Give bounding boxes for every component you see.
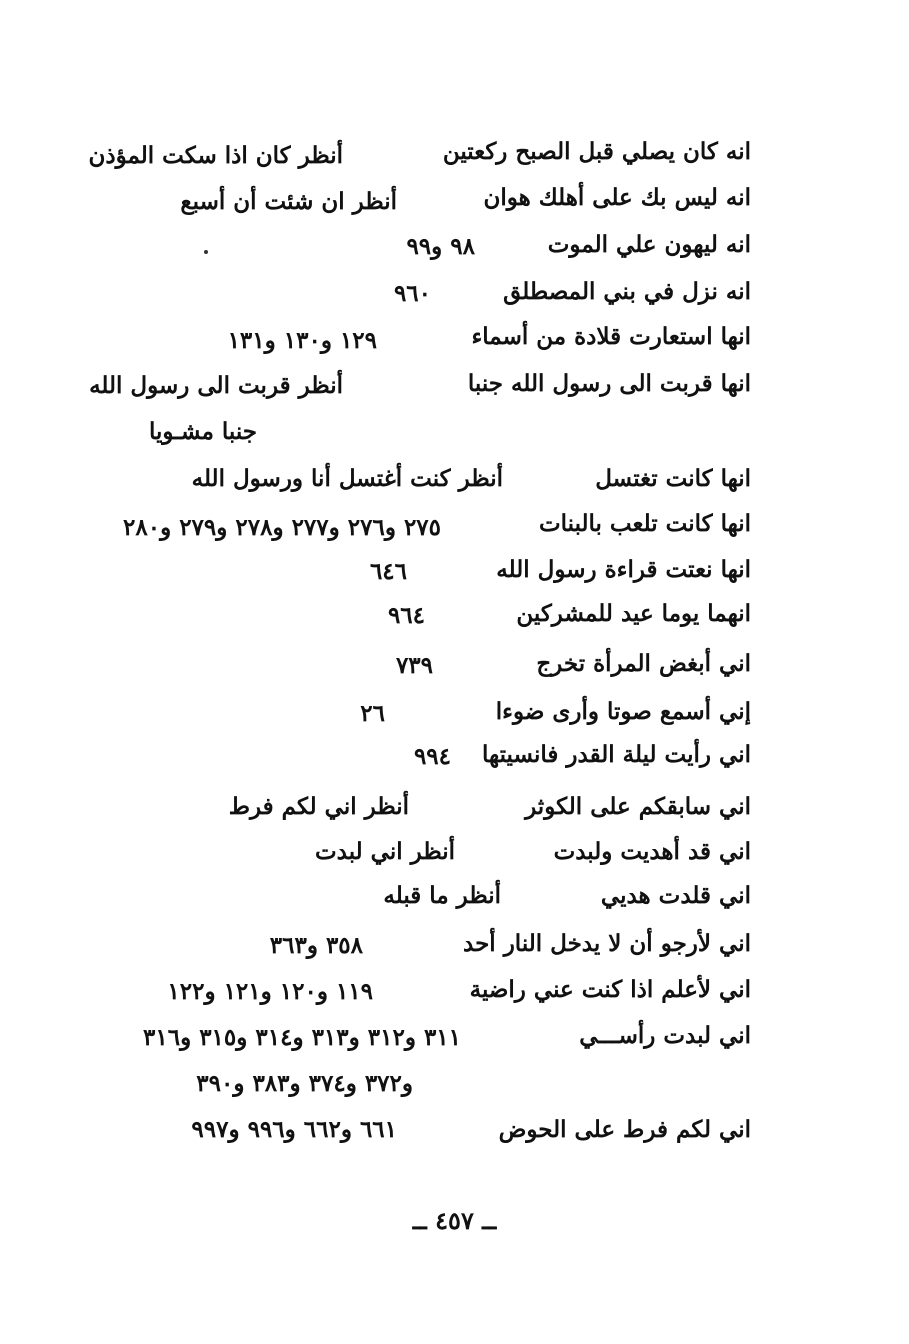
entry-term: انها نعتت قراءة رسول الله [496, 556, 751, 583]
entry-term: انها كانت تلعب بالبنات [538, 510, 751, 537]
entry-term: انه ليس بك على أهلك هوان [483, 184, 751, 211]
entry-ref: أنظر اني لكم فرط [228, 793, 409, 820]
entry-term: اني سابقكم على الكوثر [525, 793, 751, 820]
entry-term: انها قربت الى رسول الله جنبا [467, 370, 751, 397]
entry-ref: أنظر اني لبدت [315, 838, 455, 865]
entry-ref: ٩٨ و٩٩ [406, 233, 475, 260]
entry-ref: ٣١١ و٣١٢ و٣١٣ و٣١٤ و٣١٥ و٣١٦ [143, 1024, 461, 1051]
entry-ref: ١٢٩ و١٣٠ و١٣١ [227, 327, 377, 354]
entry-term: انهما يوما عيد للمشركين [516, 600, 751, 627]
entry-term: انه كان يصلي قبل الصبح ركعتين [442, 138, 751, 165]
entry-ref: ١١٩ و١٢٠ و١٢١ و١٢٢ [167, 978, 373, 1005]
entry-term: اني رأيت ليلة القدر فانسيتها [482, 741, 751, 768]
entry-term: انه ليهون علي الموت [547, 231, 751, 258]
print-speck [204, 250, 208, 254]
entry-term: اني أبغض المرأة تخرج [536, 650, 751, 677]
entry-ref-continuation: جنبا مشـويا [149, 418, 257, 445]
entry-ref: ٦٤٦ [369, 558, 407, 585]
entry-ref: ٩٦٤ [387, 602, 425, 629]
entry-ref: أنظر كان اذا سكت المؤذن [88, 142, 343, 169]
page-number: ــ ٤٥٧ ــ [412, 1206, 497, 1235]
entry-ref: ٢٧٥ و٢٧٦ و٢٧٧ و٢٧٨ و٢٧٩ و٢٨٠ [123, 514, 441, 541]
entry-ref-continuation: و٣٧٢ و٣٧٤ و٣٨٣ و٣٩٠ [196, 1070, 413, 1097]
entry-term: انها استعارت قلادة من أسماء [471, 323, 751, 350]
entry-term: انها كانت تغتسل [595, 465, 751, 492]
entry-term: اني لكم فرط على الحوض [498, 1116, 751, 1143]
entry-ref: أنظر ما قبله [383, 882, 501, 909]
entry-term: اني قد أهديت ولبدت [553, 838, 751, 865]
entry-term: اني لأرجو أن لا يدخل النار أحد [463, 930, 751, 957]
entry-ref: ٧٣٩ [395, 652, 433, 679]
entry-term: اني لبدت رأســـي [579, 1022, 751, 1049]
entry-ref: أنظر ان شئت أن أسبع [180, 188, 397, 215]
entry-term: اني لأعلم اذا كنت عني راضية [469, 976, 751, 1003]
entry-ref: ٩٩٤ [413, 743, 451, 770]
entry-ref: أنظر قربت الى رسول الله [89, 372, 343, 399]
entry-ref: ٦٦١ و٦٦٢ و٩٩٦ و٩٩٧ [191, 1116, 397, 1143]
entry-ref: أنظر كنت أغتسل أنا ورسول الله [191, 465, 503, 492]
entry-ref: ٣٥٨ و٣٦٣ [269, 932, 363, 959]
entry-term: إني أسمع صوتا وأرى ضوءا [495, 698, 751, 725]
entry-term: انه نزل في بني المصطلق [503, 278, 751, 305]
entry-ref: ٢٦ [360, 700, 385, 727]
entry-ref: ٩٦٠ [393, 280, 431, 307]
entry-term: اني قلدت هديي [600, 882, 751, 909]
